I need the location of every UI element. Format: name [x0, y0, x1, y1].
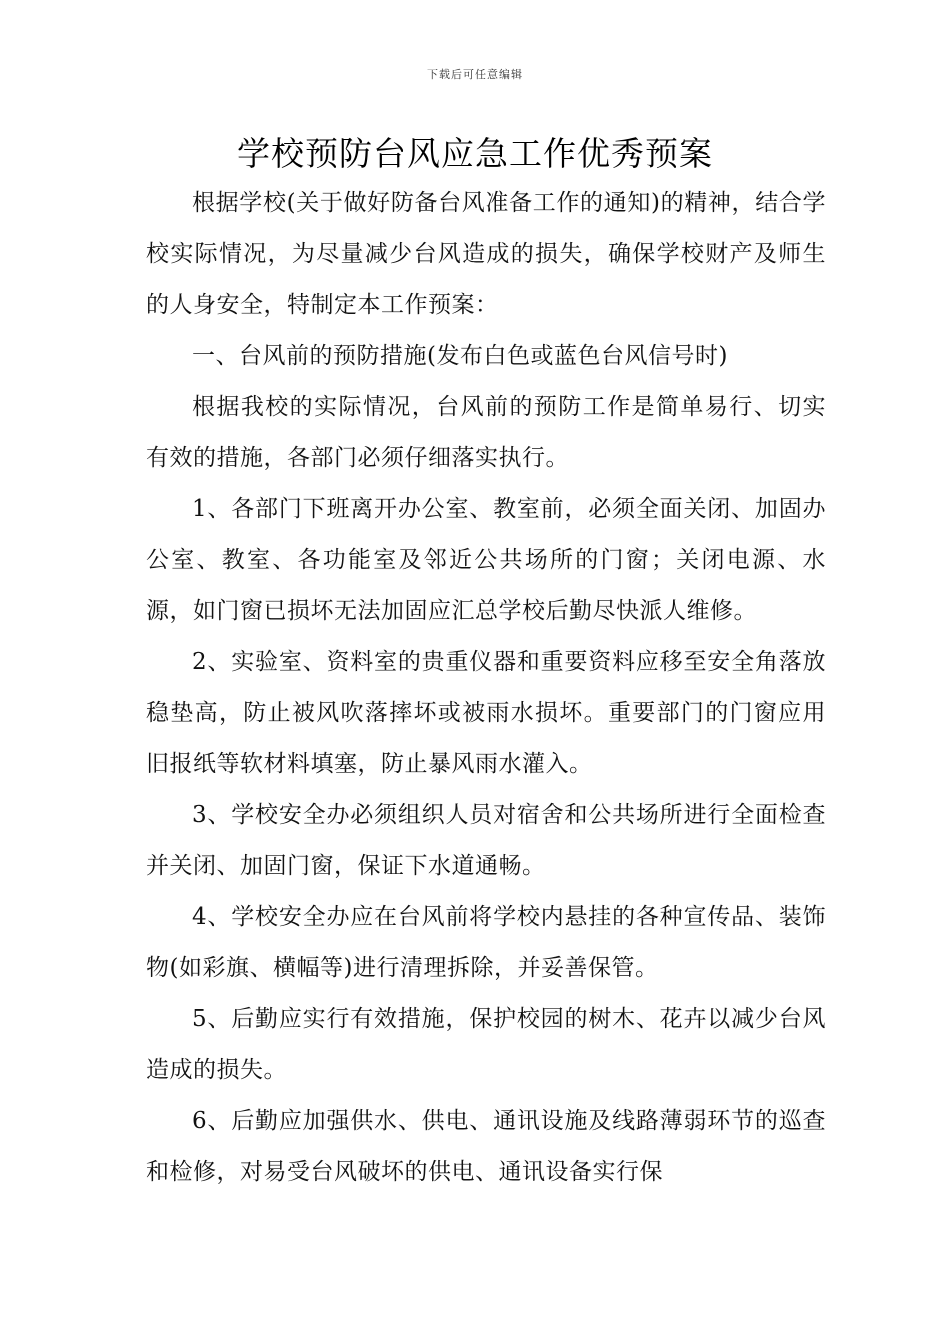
document-title: 学校预防台风应急工作优秀预案: [237, 134, 713, 173]
paragraph-item-6: 6、后勤应加强供水、供电、通讯设施及线路薄弱环节的巡查和检修，对易受台风破坏的供电、通讯设备实行保: [146, 1108, 826, 1185]
paragraph-intro: 根据学校(关于做好防备台风准备工作的通知)的精神，结合学校实际情况，为尽量减少台风造成的损失，确保学校财产及师生的人身安全，特制定本工作预案：: [146, 190, 826, 318]
paragraph-item-3: 3、学校安全办必须组织人员对宿舍和公共场所进行全面检查并关闭、加固门窗，保证下水道通畅。: [146, 802, 826, 879]
paragraph-item-4: 4、学校安全办应在台风前将学校内悬挂的各种宣传品、装饰物(如彩旗、横幅等)进行清理拆除，并妥善保管。: [146, 904, 826, 981]
paragraph-section-heading: 一、台风前的预防措施(发布白色或蓝色台风信号时): [192, 343, 728, 369]
paragraph-section-intro: 根据我校的实际情况，台风前的预防工作是简单易行、切实有效的措施，各部门必须仔细落实执行。: [146, 394, 826, 471]
paragraph-item-1: 1、各部门下班离开办公室、教室前，必须全面关闭、加固办公室、教室、各功能室及邻近公共场所的门窗；关闭电源、水源，如门窗已损坏无法加固应汇总学校后勤尽快派人维修。: [146, 496, 826, 624]
paragraph-item-2: 2、实验室、资料室的贵重仪器和重要资料应移至安全角落放稳垫高，防止被风吹落摔坏或被雨水损坏。重要部门的门窗应用旧报纸等软材料填塞，防止暴风雨水灌入。: [146, 649, 826, 777]
document-body: [146, 178, 826, 1198]
paragraph-item-5: 5、后勤应实行有效措施，保护校园的树木、花卉以减少台风造成的损失。: [146, 1006, 826, 1083]
header-note: 下载后可任意编辑: [427, 68, 523, 81]
